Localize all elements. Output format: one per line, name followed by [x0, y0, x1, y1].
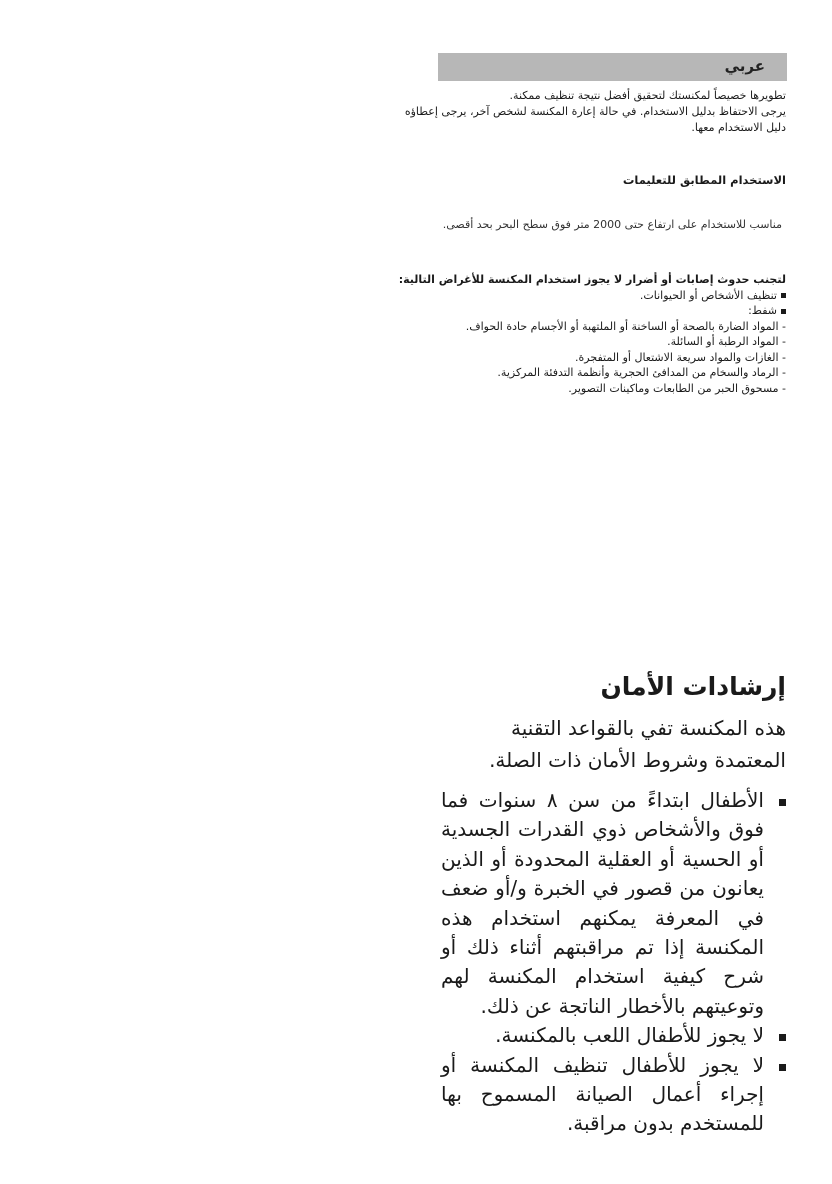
list-item: شفط:	[366, 303, 786, 319]
square-bullet-icon	[781, 309, 786, 314]
language-label: عربي	[724, 57, 765, 75]
list-item: الأطفال ابتداءً من سن ٨ سنوات فما فوق والأشخاص ذوي القدرات الجسدية أو الحسية أو العقلية المحدودة أو الذين يعانون من قصور في الخبرة و/أو ضعف في المعرفة يمكنهم استخدام هذه المكنسة إذا تم مراقبتهم أثناء ذلك أو شرح كيفية استخدام المكنسة لهم وتوعيتهم بالأخطار الناتجة عن ذلك.	[441, 786, 786, 1021]
avoid-bullet-list	[366, 288, 786, 319]
intro-line-1: تطويرها خصيصاً لمكنستك لتحقيق أفضل نتيجة تنظيف ممكنة.	[509, 89, 786, 102]
list-item: - المواد الرطبة أو السائلة.	[667, 335, 786, 348]
intro-line-2: يرجى الاحتفاظ بدليل الاستخدام. في حالة إعارة المكنسة لشخص آخر، يرجى إعطاؤه دليل الاستخدام معها.	[404, 105, 786, 134]
safety-list	[441, 786, 786, 1139]
list-item: تنظيف الأشخاص أو الحيوانات.	[366, 288, 786, 304]
list-item: - المواد الضارة بالصحة أو الساخنة أو الملتهبة أو الأجسام حادة الحواف.	[465, 319, 786, 333]
square-bullet-icon	[779, 1034, 786, 1041]
language-header-bar	[438, 53, 787, 81]
list-item: لا يجوز للأطفال تنظيف المكنسة أو إجراء أعمال الصيانة المسموح بها للمستخدم بدون مراقبة.	[441, 1051, 786, 1139]
list-item: - الغازات والمواد سريعة الاشتعال أو المتفجرة.	[575, 350, 786, 364]
avoid-injury-section	[366, 272, 786, 396]
altitude-note: مناسب للاستخدام على ارتفاع حتى 2000 متر فوق سطح البحر بحد أقصى.	[442, 218, 782, 231]
square-bullet-icon	[781, 293, 786, 298]
list-item: - مسحوق الحبر من الطابعات وماكينات التصوير.	[568, 381, 786, 395]
safety-intro: هذه المكنسة تفي بالقواعد التقنية المعتمدة وشروط الأمان ذات الصلة.	[489, 716, 786, 772]
safety-heading: إرشادات الأمان	[600, 672, 786, 701]
list-item: لا يجوز للأطفال اللعب بالمكنسة.	[441, 1021, 786, 1050]
proper-use-heading: الاستخدام المطابق للتعليمات	[622, 173, 786, 187]
avoid-injury-title: لتجنب حدوث إصابات أو أضرار لا يجوز استخدام المكنسة للأغراض التالية:	[398, 273, 786, 286]
list-item: - الرماد والسخام من المدافئ الحجرية وأنظمة التدفئة المركزية.	[497, 366, 786, 379]
suction-items-list	[366, 319, 786, 397]
square-bullet-icon	[779, 799, 786, 806]
square-bullet-icon	[779, 1064, 786, 1071]
intro-text	[386, 88, 786, 136]
